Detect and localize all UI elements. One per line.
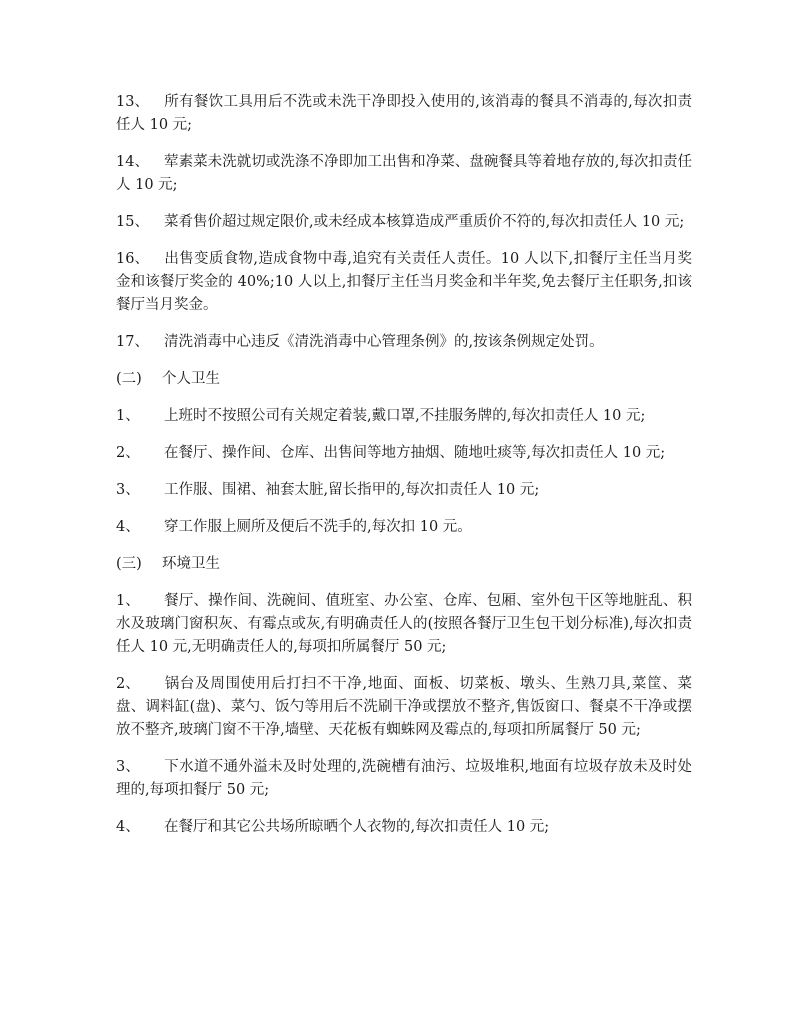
environment-clause-1 [116, 590, 692, 659]
clause-number: 1、 [116, 593, 140, 609]
section-title: 个人卫生 [162, 371, 220, 387]
clause-15 [116, 211, 692, 234]
clause-text: 工作服、围裙、袖套太脏,留长指甲的,每次扣责任人 10 元; [164, 482, 540, 498]
clause-number: 16、 [116, 251, 149, 267]
clause-text: 餐厅、操作间、洗碗间、值班室、办公室、仓库、包厢、室外包干区等地脏乱、积水及玻璃门窗积灰、有霉点或灰,有明确责任人的(按照各餐厅卫生包干划分标准),每次扣责任人 10 元,无明确责任人的,每项扣所属餐厅 50 元; [116, 593, 692, 655]
section-heading-personal-hygiene [116, 368, 692, 391]
section-number: (三) [116, 556, 142, 572]
personal-clause-4 [116, 516, 692, 539]
clause-text: 所有餐饮工具用后不洗或未洗干净即投入使用的,该消毒的餐具不消毒的,每次扣责任人 10 元; [116, 94, 692, 133]
clause-16 [116, 248, 692, 317]
environment-clause-4 [116, 816, 692, 839]
environment-clause-2 [116, 673, 692, 742]
clause-text: 在餐厅和其它公共场所晾晒个人衣物的,每次扣责任人 10 元; [164, 819, 550, 835]
personal-clause-2 [116, 442, 692, 465]
clause-text: 锅台及周围使用后打扫不干净,地面、面板、切菜板、墩头、生熟刀具,菜筐、菜盘、调料缸(盘)、菜勺、饭勺等用后不洗刷干净或摆放不整齐,售饭窗口、餐桌不干净或摆放不整齐,玻璃门窗不干净,墙壁、天花板有蜘蛛网及霉点的,每项扣所属餐厅 50 元; [116, 676, 692, 738]
personal-clause-3 [116, 479, 692, 502]
clause-number: 17、 [116, 334, 149, 350]
clause-text: 荤素菜未洗就切或洗涤不净即加工出售和净菜、盘碗餐具等着地存放的,每次扣责任人 10 元; [116, 154, 692, 193]
clause-number: 1、 [116, 408, 140, 424]
section-title: 环境卫生 [162, 556, 220, 572]
clause-text: 出售变质食物,造成食物中毒,追究有关责任人责任。10 人以下,扣餐厅主任当月奖金和该餐厅奖金的 40%;10 人以上,扣餐厅主任当月奖金和半年奖,免去餐厅主任职务,扣该餐厅当月奖金。 [116, 251, 692, 313]
clause-text: 下水道不通外溢未及时处理的,洗碗槽有油污、垃圾堆积,地面有垃圾存放未及时处理的,每项扣餐厅 50 元; [116, 759, 692, 798]
clause-text: 上班时不按照公司有关规定着装,戴口罩,不挂服务牌的,每次扣责任人 10 元; [164, 408, 646, 424]
clause-number: 15、 [116, 214, 149, 230]
clause-number: 13、 [116, 94, 149, 110]
section-heading-environment-hygiene [116, 553, 692, 576]
clause-number: 3、 [116, 482, 140, 498]
clause-text: 在餐厅、操作间、仓库、出售间等地方抽烟、随地吐痰等,每次扣责任人 10 元; [164, 445, 666, 461]
clause-14 [116, 151, 692, 197]
clause-17 [116, 331, 692, 354]
environment-clause-3 [116, 756, 692, 802]
personal-clause-1 [116, 405, 692, 428]
clause-number: 4、 [116, 519, 140, 535]
clause-number: 4、 [116, 819, 140, 835]
clause-number: 2、 [116, 676, 140, 692]
clause-text: 菜肴售价超过规定限价,或未经成本核算造成严重质价不符的,每次扣责任人 10 元; [164, 214, 685, 230]
clause-text: 穿工作服上厕所及便后不洗手的,每次扣 10 元。 [164, 519, 472, 535]
clause-13 [116, 91, 692, 137]
document-body [116, 91, 692, 853]
clause-text: 清洗消毒中心违反《清洗消毒中心管理条例》的,按该条例规定处罚。 [164, 334, 604, 350]
clause-number: 3、 [116, 759, 140, 775]
section-number: (二) [116, 371, 142, 387]
clause-number: 2、 [116, 445, 140, 461]
clause-number: 14、 [116, 154, 149, 170]
